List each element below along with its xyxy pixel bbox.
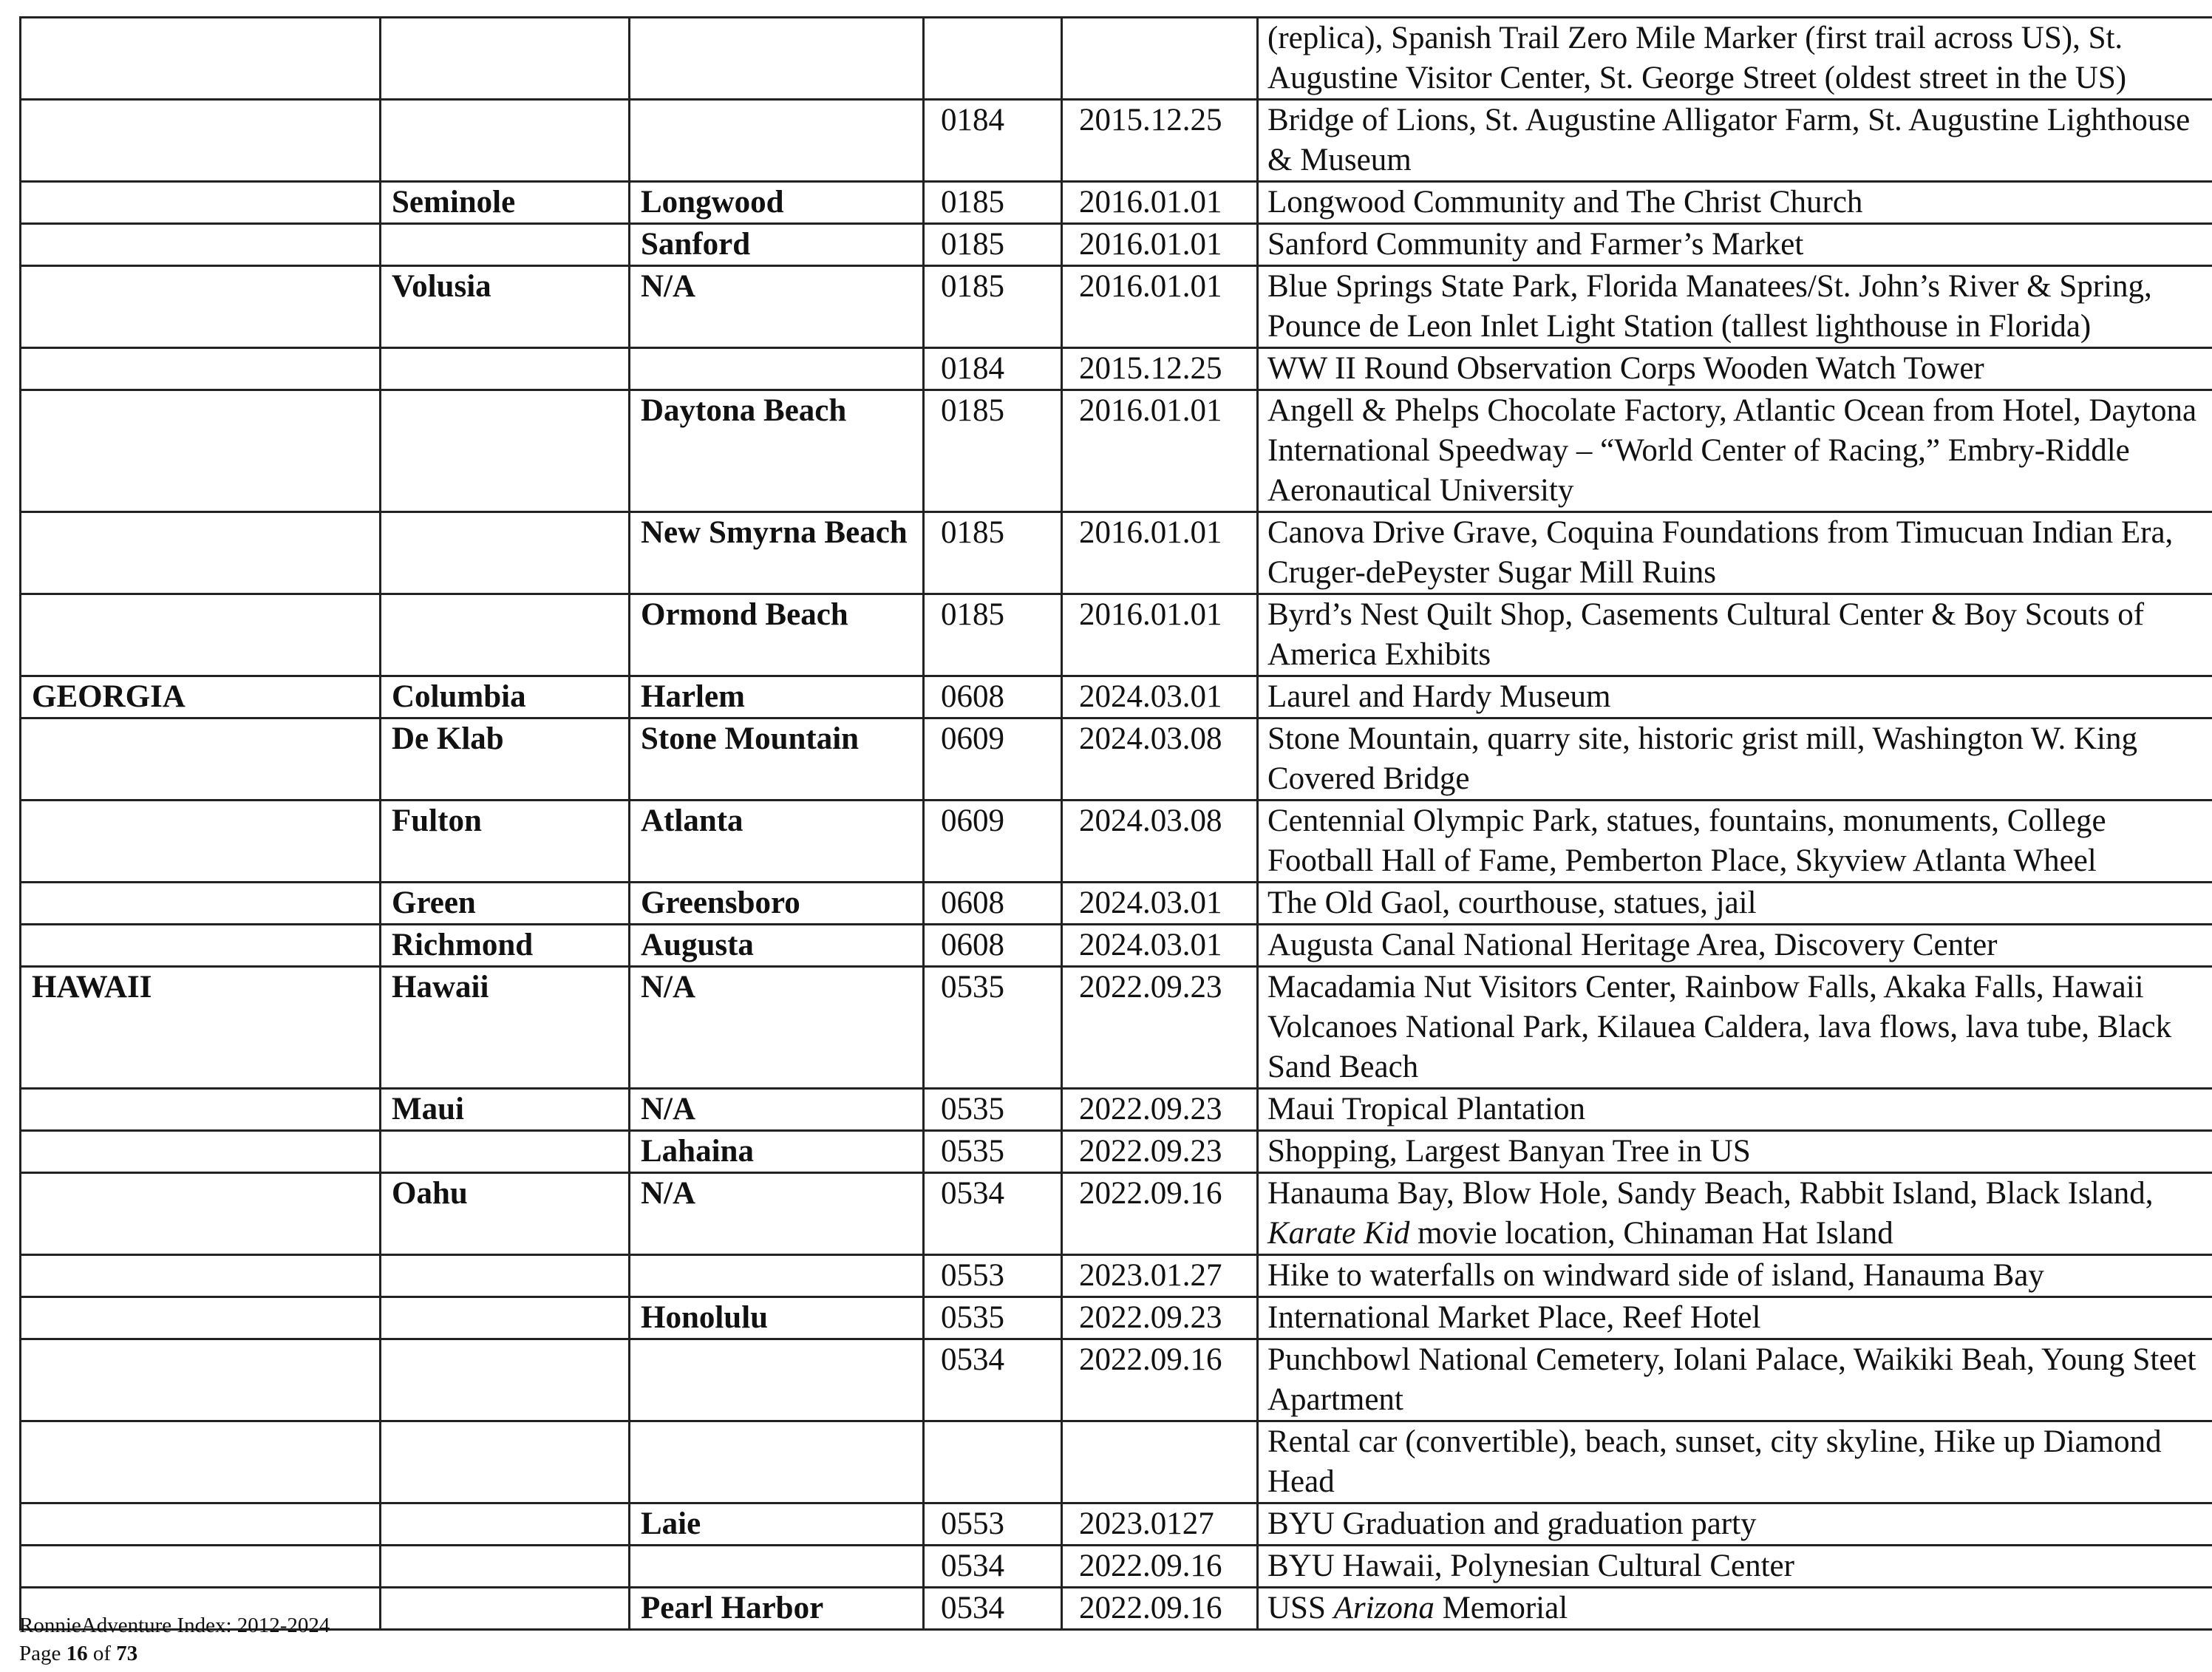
page-footer xyxy=(19,1611,330,1668)
cell-description: Stone Mountain, quarry site, historic grist mill, Washington W. King Covered Bridge xyxy=(1258,718,2212,801)
cell-state: HAWAII xyxy=(21,967,381,1089)
cell-state xyxy=(21,1255,381,1297)
cell-issue xyxy=(924,1421,1062,1503)
cell-issue: 0185 xyxy=(924,266,1062,348)
cell-date: 2024.03.08 xyxy=(1062,801,1258,883)
cell-description: Centennial Olympic Park, statues, fountains, monuments, College Football Hall of Fame, Pemberton Place, Skyview Atlanta Wheel xyxy=(1258,801,2212,883)
cell-state xyxy=(21,883,381,925)
cell-city: Atlanta xyxy=(630,801,924,883)
cell-date: 2016.01.01 xyxy=(1062,266,1258,348)
cell-city: Harlem xyxy=(630,676,924,718)
cell-state xyxy=(21,18,381,100)
cell-date: 2015.12.25 xyxy=(1062,100,1258,182)
table-row xyxy=(21,1173,2212,1255)
table-row xyxy=(21,1255,2212,1297)
cell-county: Volusia xyxy=(381,266,630,348)
table-body xyxy=(21,18,2212,1630)
cell-description: Bridge of Lions, St. Augustine Alligator Farm, St. Augustine Lighthouse & Museum xyxy=(1258,100,2212,182)
cell-date: 2016.01.01 xyxy=(1062,182,1258,224)
table-row xyxy=(21,967,2212,1089)
cell-issue: 0185 xyxy=(924,182,1062,224)
cell-state xyxy=(21,266,381,348)
table-row xyxy=(21,1588,2212,1630)
cell-state xyxy=(21,1421,381,1503)
cell-city: Ormond Beach xyxy=(630,594,924,676)
cell-description: WW II Round Observation Corps Wooden Watch Tower xyxy=(1258,348,2212,390)
cell-issue: 0608 xyxy=(924,676,1062,718)
cell-county: Fulton xyxy=(381,801,630,883)
cell-date: 2024.03.08 xyxy=(1062,718,1258,801)
cell-issue: 0185 xyxy=(924,512,1062,594)
cell-city: New Smyrna Beach xyxy=(630,512,924,594)
cell-date: 2022.09.23 xyxy=(1062,1131,1258,1173)
footer-page-total: 73 xyxy=(116,1642,138,1665)
cell-description: BYU Hawaii, Polynesian Cultural Center xyxy=(1258,1546,2212,1588)
cell-county xyxy=(381,1588,630,1630)
cell-county xyxy=(381,1297,630,1339)
table-row xyxy=(21,676,2212,718)
cell-issue: 0608 xyxy=(924,925,1062,967)
cell-county xyxy=(381,1255,630,1297)
footer-page-number: 16 xyxy=(66,1642,88,1665)
cell-state xyxy=(21,1503,381,1546)
cell-issue: 0535 xyxy=(924,1131,1062,1173)
cell-city: N/A xyxy=(630,1089,924,1131)
cell-description: Laurel and Hardy Museum xyxy=(1258,676,2212,718)
cell-issue: 0608 xyxy=(924,883,1062,925)
table-row xyxy=(21,100,2212,182)
table-row xyxy=(21,883,2212,925)
cell-issue: 0553 xyxy=(924,1503,1062,1546)
cell-issue: 0534 xyxy=(924,1588,1062,1630)
cell-date: 2023.0127 xyxy=(1062,1503,1258,1546)
table-row xyxy=(21,1089,2212,1131)
cell-date: 2015.12.25 xyxy=(1062,348,1258,390)
cell-city: Sanford xyxy=(630,224,924,266)
cell-city: N/A xyxy=(630,266,924,348)
table-row xyxy=(21,348,2212,390)
cell-description: Hanauma Bay, Blow Hole, Sandy Beach, Rabbit Island, Black Island, Karate Kid movie location, Chinaman Hat Island xyxy=(1258,1173,2212,1255)
cell-description: Sanford Community and Farmer’s Market xyxy=(1258,224,2212,266)
cell-issue: 0184 xyxy=(924,100,1062,182)
cell-city: Daytona Beach xyxy=(630,390,924,512)
cell-description: USS Arizona Memorial xyxy=(1258,1588,2212,1630)
cell-issue: 0609 xyxy=(924,718,1062,801)
cell-city xyxy=(630,1255,924,1297)
cell-date: 2016.01.01 xyxy=(1062,512,1258,594)
table-row xyxy=(21,718,2212,801)
cell-city: N/A xyxy=(630,967,924,1089)
cell-city xyxy=(630,1546,924,1588)
cell-state xyxy=(21,594,381,676)
cell-county xyxy=(381,100,630,182)
cell-county xyxy=(381,512,630,594)
table-row xyxy=(21,801,2212,883)
cell-issue: 0185 xyxy=(924,594,1062,676)
cell-description: Shopping, Largest Banyan Tree in US xyxy=(1258,1131,2212,1173)
cell-county: Maui xyxy=(381,1089,630,1131)
cell-county: De Klab xyxy=(381,718,630,801)
table-row xyxy=(21,224,2212,266)
cell-issue: 0535 xyxy=(924,1089,1062,1131)
cell-county: Columbia xyxy=(381,676,630,718)
cell-description: International Market Place, Reef Hotel xyxy=(1258,1297,2212,1339)
cell-city xyxy=(630,348,924,390)
cell-description: Canova Drive Grave, Coquina Foundations from Timucuan Indian Era, Cruger-dePeyster Sugar Mill Ruins xyxy=(1258,512,2212,594)
cell-state xyxy=(21,182,381,224)
table-row xyxy=(21,1503,2212,1546)
cell-county xyxy=(381,1131,630,1173)
cell-description: The Old Gaol, courthouse, statues, jail xyxy=(1258,883,2212,925)
cell-city: Honolulu xyxy=(630,1297,924,1339)
table-row xyxy=(21,18,2212,100)
cell-issue: 0185 xyxy=(924,390,1062,512)
cell-date: 2016.01.01 xyxy=(1062,390,1258,512)
cell-date: 2022.09.23 xyxy=(1062,1297,1258,1339)
table-row xyxy=(21,1131,2212,1173)
adventure-index-table xyxy=(19,16,2212,1631)
cell-description: Maui Tropical Plantation xyxy=(1258,1089,2212,1131)
cell-county xyxy=(381,390,630,512)
cell-state xyxy=(21,348,381,390)
cell-city xyxy=(630,1421,924,1503)
cell-issue: 0534 xyxy=(924,1339,1062,1421)
cell-state xyxy=(21,925,381,967)
footer-page-count xyxy=(19,1639,330,1668)
table-row xyxy=(21,594,2212,676)
cell-state xyxy=(21,224,381,266)
cell-state xyxy=(21,390,381,512)
cell-city: Longwood xyxy=(630,182,924,224)
cell-date: 2023.01.27 xyxy=(1062,1255,1258,1297)
table-row xyxy=(21,925,2212,967)
cell-date xyxy=(1062,18,1258,100)
footer-page-word: Page xyxy=(19,1642,61,1665)
cell-date xyxy=(1062,1421,1258,1503)
table-row xyxy=(21,390,2212,512)
cell-issue: 0534 xyxy=(924,1173,1062,1255)
cell-county xyxy=(381,348,630,390)
cell-date: 2022.09.16 xyxy=(1062,1588,1258,1630)
cell-issue: 0535 xyxy=(924,967,1062,1089)
cell-county xyxy=(381,594,630,676)
cell-description: Hike to waterfalls on windward side of island, Hanauma Bay xyxy=(1258,1255,2212,1297)
cell-issue: 0184 xyxy=(924,348,1062,390)
cell-county: Richmond xyxy=(381,925,630,967)
cell-state xyxy=(21,512,381,594)
cell-date: 2022.09.16 xyxy=(1062,1173,1258,1255)
cell-county xyxy=(381,1546,630,1588)
table-row xyxy=(21,1339,2212,1421)
cell-issue: 0534 xyxy=(924,1546,1062,1588)
cell-state xyxy=(21,1339,381,1421)
cell-state xyxy=(21,1131,381,1173)
cell-city xyxy=(630,100,924,182)
cell-city xyxy=(630,18,924,100)
table-row xyxy=(21,1297,2212,1339)
cell-county xyxy=(381,1421,630,1503)
cell-issue xyxy=(924,18,1062,100)
cell-issue: 0553 xyxy=(924,1255,1062,1297)
cell-date: 2022.09.23 xyxy=(1062,1089,1258,1131)
footer-index-title: RonnieAdventure Index: 2012-2024 xyxy=(19,1614,330,1637)
cell-description: Blue Springs State Park, Florida Manatees/St. John’s River & Spring, Pounce de Leon Inlet Light Station (tallest lighthouse in Florida) xyxy=(1258,266,2212,348)
cell-county xyxy=(381,1503,630,1546)
cell-description: Angell & Phelps Chocolate Factory, Atlantic Ocean from Hotel, Daytona International Speedway – “World Center of Racing,” Embry-Riddle Aeronautical University xyxy=(1258,390,2212,512)
cell-county xyxy=(381,1339,630,1421)
cell-county: Green xyxy=(381,883,630,925)
table-row xyxy=(21,266,2212,348)
cell-state: GEORGIA xyxy=(21,676,381,718)
cell-city: Lahaina xyxy=(630,1131,924,1173)
cell-date: 2022.09.16 xyxy=(1062,1339,1258,1421)
table-row xyxy=(21,182,2212,224)
cell-state xyxy=(21,1173,381,1255)
cell-date: 2016.01.01 xyxy=(1062,594,1258,676)
cell-county: Oahu xyxy=(381,1173,630,1255)
cell-county: Hawaii xyxy=(381,967,630,1089)
cell-county xyxy=(381,18,630,100)
cell-issue: 0535 xyxy=(924,1297,1062,1339)
cell-date: 2024.03.01 xyxy=(1062,883,1258,925)
cell-description: Macadamia Nut Visitors Center, Rainbow Falls, Akaka Falls, Hawaii Volcanoes National Park, Kilauea Caldera, lava flows, lava tube, Black Sand Beach xyxy=(1258,967,2212,1089)
cell-date: 2024.03.01 xyxy=(1062,676,1258,718)
cell-city xyxy=(630,1339,924,1421)
table-row xyxy=(21,1421,2212,1503)
cell-description: Longwood Community and The Christ Church xyxy=(1258,182,2212,224)
table-row xyxy=(21,512,2212,594)
cell-city: Augusta xyxy=(630,925,924,967)
cell-date: 2024.03.01 xyxy=(1062,925,1258,967)
cell-state xyxy=(21,718,381,801)
cell-description: BYU Graduation and graduation party xyxy=(1258,1503,2212,1546)
cell-issue: 0185 xyxy=(924,224,1062,266)
table-row xyxy=(21,1546,2212,1588)
cell-description: Augusta Canal National Heritage Area, Discovery Center xyxy=(1258,925,2212,967)
footer-of-word: of xyxy=(92,1642,112,1665)
cell-city: Stone Mountain xyxy=(630,718,924,801)
cell-state xyxy=(21,1089,381,1131)
cell-date: 2022.09.23 xyxy=(1062,967,1258,1089)
cell-state xyxy=(21,1297,381,1339)
cell-description: Rental car (convertible), beach, sunset, city skyline, Hike up Diamond Head xyxy=(1258,1421,2212,1503)
cell-date: 2022.09.16 xyxy=(1062,1546,1258,1588)
cell-description: Punchbowl National Cemetery, Iolani Palace, Waikiki Beah, Young Steet Apartment xyxy=(1258,1339,2212,1421)
cell-city: N/A xyxy=(630,1173,924,1255)
cell-state xyxy=(21,1546,381,1588)
cell-city: Laie xyxy=(630,1503,924,1546)
cell-date: 2016.01.01 xyxy=(1062,224,1258,266)
cell-state xyxy=(21,801,381,883)
cell-description: Byrd’s Nest Quilt Shop, Casements Cultural Center & Boy Scouts of America Exhibits xyxy=(1258,594,2212,676)
cell-city: Greensboro xyxy=(630,883,924,925)
cell-city: Pearl Harbor xyxy=(630,1588,924,1630)
cell-county xyxy=(381,224,630,266)
cell-county: Seminole xyxy=(381,182,630,224)
cell-state xyxy=(21,100,381,182)
cell-issue: 0609 xyxy=(924,801,1062,883)
cell-description: (replica), Spanish Trail Zero Mile Marker (first trail across US), St. Augustine Visitor Center, St. George Street (oldest street in the US) xyxy=(1258,18,2212,100)
